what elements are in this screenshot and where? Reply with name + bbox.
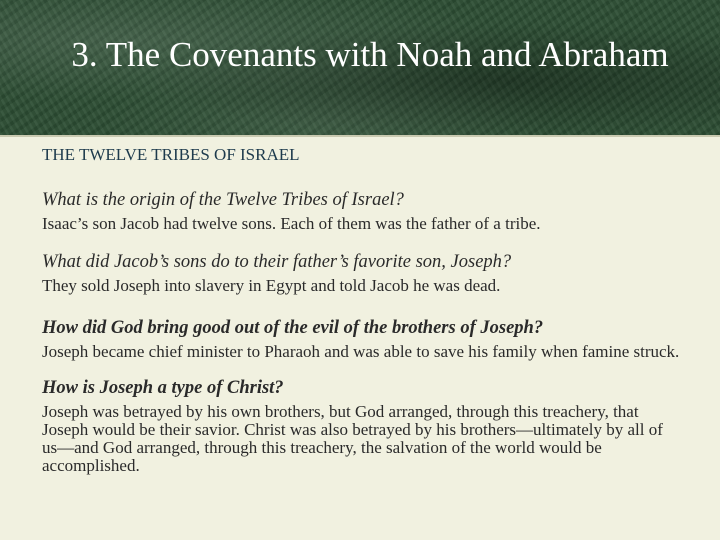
answer-text: They sold Joseph into slavery in Egypt and told Jacob he was dead.: [42, 276, 501, 295]
question-text: What did Jacob’s sons do to their father’s favorite son, Joseph?: [42, 252, 512, 272]
header-divider: [0, 135, 720, 137]
qa-item: [42, 251, 682, 295]
slide-header: [0, 0, 720, 135]
qa-item: [42, 189, 682, 233]
answer-text: Joseph became chief minister to Pharaoh and was able to save his family when famine struck.: [42, 342, 680, 361]
answer-text: Isaac’s son Jacob had twelve sons. Each of them was the father of a tribe.: [42, 214, 541, 233]
answer-text: Joseph was betrayed by his own brothers, but God arranged, through this treachery, that Joseph would be their savior. Christ was also betrayed by his brothers—ultimately by all of us—and God arranged, through this treachery, the salvation of the world would be accomplished.: [42, 402, 663, 475]
slide-body: [42, 145, 682, 495]
question-text: How is Joseph a type of Christ?: [42, 378, 284, 398]
section-heading: THE TWELVE TRIBES OF ISRAEL: [42, 145, 300, 164]
qa-item: [42, 377, 682, 475]
slide-title: 3. The Covenants with Noah and Abraham: [71, 35, 669, 74]
question-text: What is the origin of the Twelve Tribes of Israel?: [42, 190, 404, 210]
qa-item: [42, 317, 682, 361]
question-text: How did God bring good out of the evil of the brothers of Joseph?: [42, 318, 544, 338]
